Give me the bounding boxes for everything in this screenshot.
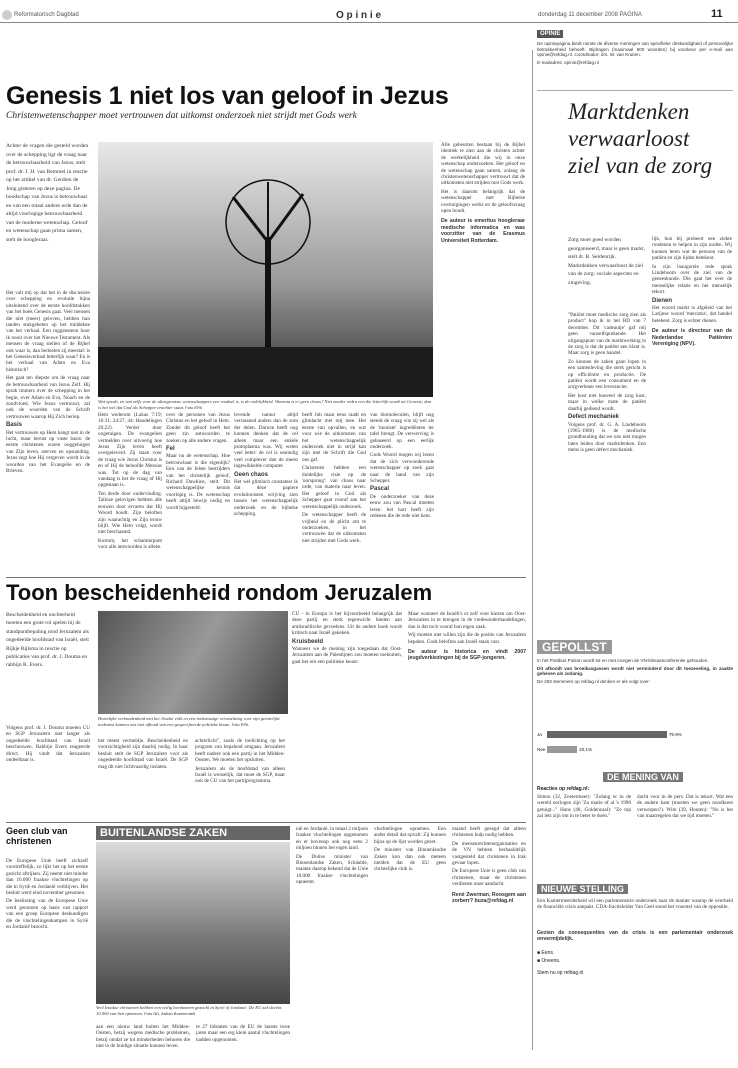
subhead: Basis [6,422,23,429]
article1-col5 [302,412,366,572]
body-text: In zijn inaugurele rede sprak Lindeboom over de ziel van de geneeskunde. Die gaat het over de menselijke relatie en het menselijk tekort. [652,263,732,296]
option-eens[interactable] [537,950,554,956]
body-text: Het is daarom belangrijk dat de wetenschapper met Bijbelse overtuigingen werkt en de geloofsvraag open houdt. [441,188,525,215]
article3-title-box [6,826,88,856]
intro-text: De opiniepagina biedt ruimte de diverse meningen van specifieke deskundigheid of persoonlijke betrokkenheid behoeft. Bijdragen (maximaal 900 woorden) bij voorkeur per e-mail aan opinie@refdag.nl. Coördinator: drs. W. van Kruiten. [537,41,733,57]
body-text: De onderzoeker van deze eeuw zou van Pascal moeten leren: het hart heeft zijn redenen die de rede niet kent. [370,493,434,520]
body-text: dacht voor in de pers. Dat is tekort. Wat een de andere kant (moeten we geen noodkreet verwerpen?). Wim (39, Houten): "Nu is het van maatregelen dat we tijd moeten." [637,794,733,820]
stelling-question [537,930,733,946]
article2-col3 [195,738,285,818]
poll-intro: In het Postbus Poison wordt tot en met morgen de VN-klimaatconferentie gehouden. [537,658,709,663]
caption-text: Wat opvalt, en wat zelfs voor de ultragrootste wetenschappers een raadsel is, is de ordelijkheid. Waarom is er geen chaos? Niet zonder reden een die letterlijk wordt uit Genesis; dan is het wel dat God als Schepper erachter staat. [98,399,432,410]
sidebar-lead [568,236,646,308]
article3-title: Geen club van christenen [6,826,68,846]
body-text: De wetenschapper heeft de vrijheid en de plicht om te onderzoeken, in het vertrouwen dat de uitkomsten niet strijden met Gods werk. [302,512,366,544]
article1-col1 [6,290,90,570]
subhead: Fel [166,446,175,453]
option-oneens[interactable] [537,958,560,964]
subhead: Geen chaos [234,471,269,478]
photo-credit: Foto EPA [185,404,203,410]
option-label: Oneens. [541,958,561,964]
body-text: Maar nu de wetenschap. Hoe betrouwbaar is die eigenlijk? Een van de felste bestrijders van het christelijk geloof, Richard Dawkins, stelt: Dit wetenschappelijke kennis voorlopig is. De wetenschap heeft altijd bewijs nodig en wordt bijgesteld. [166,453,230,511]
body-text: het meest vermeldje. Bescheidenheid en voorzichtigheid zijn daarbij nodig. In haar besluit stelt de SGP Jeruzalem voor als ongedeelde hoofdstad van Israël. De SGP mag dit niet lichtvaardig loslaten. [98,738,188,770]
body-text: Christenen hebben een duidelijke visie op de 'oorsprong': van chaos naar orde, van materie naar leven. Het geloof in God als Schepper gaat vooraf aan het wetenschappelijk onderzoek. [302,465,366,510]
author-note: De auteur is historica en vindt 2007 jeugdverkiezingen bij de SGP-jongeren. [408,649,526,662]
body-text: Het wel glimlach constateer ik dat deze papiere evolutionisten wrijving zien tussen het wetenschappelijk onderzoek en de bijbelse schepping. [234,479,298,518]
body-text: CU - in Europa is het bijvoorbeeld belangrijk dat deze partij en sterk tegenwicht bieden aan antiisraëlische gevoelens. Uit de andere hoek wordt kritisch naar Israël gekeken. [292,611,402,637]
body-text: Wanneer we de mening zijn toegedaan dat Oost-Jeruzalem aan de Palestijnen zou moeten toekomen, gaat het om een politieke keuze. [292,646,402,665]
vote-link[interactable]: Stem nu op refdag.nl [537,970,584,976]
section-rule [6,577,526,578]
tree-photo [98,142,433,397]
article1-col6 [370,412,434,572]
poll-yes-bar [547,731,667,738]
photo-caption [98,399,433,410]
option-label: Eens. [541,950,555,956]
issue-date: donderdag 11 december 2008 PAGINA [538,12,642,18]
body-text: Het valt mij op dat het in de discussies over schepping en evolutie bijna uitsluitend over de eerste hoofdstukken van het boek Genesis gaat. Veel mensen die niet (meer) geloven, hebben hun tanden stukgebeten op het middelste van het verhaal. Een ruggensteun hoor ik nooit over het Nieuwe Testament. Als mensen de vraag stellen of de Bijbel ook waar is, dan bedoelen zij meestal: is het Genesisverhaal letterlijk waar? En is het verhaal van Adam en Eva historisch? [6,290,90,373]
body-text: van biomoleculen, blijft nog steeds de vraag wie zij wel als de 'mooiste' ingrediënten ter tafel brengt. De verwerving is gebaseerd op een eerlijk onderzoek. [370,412,434,451]
caption-text: Veel Iraakse christenen hebben een veilig heenkomen gezocht in Syrië of Jordanië. De EU zal slechts 10.000 van hen opnemen. [96,1005,282,1016]
body-text: "Patiënt moet medische zorg zien als product" kop ik in het RD van 7 december. Dit 'cadeautje' gaf mij geen vanzelfsprekende. Het uitgangspunt van de marktwerking in de zorg is dat de patiënt een klant is. Maar zorg is geen handel. [568,312,646,357]
body-text: De Europese Unie is geen club van christenen, maar de christenen verdienen onze aandacht. [452,868,526,888]
sidebar-col1 [568,312,646,632]
section-rule [6,822,526,823]
body-text: vluchtelingen opnemen. Een ander detail dat opvalt: Zij kunnen bijna op de lijst worden gezet. [374,826,446,845]
body-text: aan een nieuw land buiten het Midden-Oosten, hetzij wegens medische problemen, hetzij omdat ze tot minderheden behoren die niet in de huidige situatie kunnen leven. [96,1024,190,1050]
lead-text: Achter de vragen die gesteld worden over de schepping ligt de vraag naar de betrouwbaarheid van Jezus, stelt prof. dr. J. H. van Bemmel in reactie op het artikel van dr. Gerdien de Jong gisteren op deze pagina. De boodschap van Jezus is betrouwbaar en van een totaal andere orde dan de altijd voorlopige betrouwbaarheid van de moderne wetenschap. Geloof en wetenschap gaan prima samen, stelt de hoogleraar. [6,143,89,243]
poll-no-bar [547,746,577,753]
article3-col2 [96,1024,190,1064]
mening-tag: DE MENING VAN [603,772,683,782]
body-text: nië en Jordanië, in totaal 2 miljoen Iraakse vluchtelingen opgenomen en er bovenop ook nog eens 2 miljoen binnen het eigen land. [296,826,368,852]
article2-lead [6,611,90,721]
article2-title: Toon bescheidenheid rondom Jeruzalem [6,580,433,605]
christians-photo [96,842,290,1004]
body-text: De mensenrechtenorganisaties en de VN hebben herhaaldelijk vastgesteld dat christenen in Irak gevaar lopen. [452,840,526,867]
body-text: De beslissing van de Europese Unie werd genomen op basis van rapport van een groep Europese deskundigen die de vluchtelingenkampen in Syrië en Jordanië bezocht. [6,898,88,931]
article-subtitle: Christenwetenschapper moet vertrouwen dat uitkomst onderzoek niet strijdt met Gods werk [6,110,357,121]
body-text: levende natuur altijd verrassend anders dan de som der delen. Darwin heeft nog kunnen denken dat de cel alleen maar een enkele protoplasma was. Wij weten veel beter: de cel is oneindig veel complexer dan de meest ingewikkelde computer. [234,412,298,470]
body-text: te 27 lidstaten van de EU de laatste twee jaren maar een erg klein aantal vluchtelingen hadden opgenomen. [196,1024,290,1043]
header-rule [0,22,738,23]
body-text: De minister van Binnenlandse Zaken kon dan ook meteen melden dat de EU geen christelijke club is. [374,847,446,873]
poll-tag: GEPOLLST [537,640,612,654]
mening-col2 [637,794,733,874]
body-text: lijk, hun bij probeert een ziekte rondenen te helpen in zijn noden. Wij kunnen leren wat de persoon van de patiënt en zijn lijden betekent. [652,236,732,262]
body-text: Jeruzalem als de hoofdstad van alleen Israël is wenselijk, dat moet de SGP, maar ook de CU van het partijprogramma. [195,765,285,785]
article3-col3 [196,1024,290,1064]
body-text: maand heeft gezegd dat alleen christenen hulp nodig hebben. [452,826,526,839]
poll-no-value: 20,1% [579,747,593,752]
question-text: Gezien de consequenties van de crisis is een parlementair onderzoek onvermijdelijk. [537,930,733,943]
mening-source: Reacties op refdag.nl: [537,786,590,792]
body-text: Kortom, het schamierpunt voor alle antwoorden is alleen [98,537,162,551]
article1-col4 [234,412,298,572]
body-text: Het kost niet hoeveel de zorg kost, maar in welke mate de patiënt daarbij gediend wordt. [568,392,646,412]
subhead: Kruisbeeld [292,638,324,645]
column-divider [532,50,533,1050]
body-text: De Europese Unie heeft zichzelf voortreffelijk, zo lijkt het op het eerste gezicht aftrijken. Zij neemt niet minder dan 10.000 Iraakse vluchtelingen op die in Syrië en Jordanië verblijven. Het besluit werd eind november genomen. [6,858,88,897]
lead-text: Zorg moet goed worden georganiseerd, maar is geen markt, stelt dr. R. Seldenrijk. Marktdenken verwaarloost de ziel van de zorg: sociale aspecten en zingeving. [568,237,645,286]
article3-col1 [6,858,88,1063]
buitenland-tag: BUITENLANDSE ZAKEN [96,826,290,840]
stelling-tag: NIEUWE STELLING [537,884,628,894]
mening-col1 [537,794,631,874]
body-text: Wij moeten niet willen zijn die de positie van Jeruzalem bepalen. Gods beloften aan Israël staan vast. [408,632,526,645]
article2-col2 [98,738,188,818]
body-text: achterlicht", zoals de toelichting op het program van bepalend omgaan. Jeruzalem heeft nadere ook een partij in het Midden-Oosten. We moeten het opsluiten. [195,738,285,764]
subhead: Pascal [370,486,390,493]
article3-col4 [296,826,368,1063]
jerusalem-photo [98,611,288,714]
photo-credit: Foto ND, Adrian Boemendelf [144,1010,196,1016]
body-text: Ten derde door ondervinding. Talloze gelovigen hebben alle eeuwen door ervaren dat Hij Woord houdt. Zijn beloften zijn waarachtig en Zijn trouw blijft. Wie Hem volgt, wordt niet beschaamd. [98,490,162,536]
poll-question: Dit afkondt van broeikasgassen wordt niet verminderd door dit toezeveling, in zaakte geheven als zodanig. [537,665,733,677]
article2-col1 [6,725,90,817]
article1-col3 [166,412,230,572]
article3-col5 [374,826,446,1063]
photo-caption [96,1005,290,1016]
photo-credit: Foto EPA [231,721,249,727]
radio-icon[interactable]: ■ [537,950,541,956]
body-text: Volgens prof. dr. J. Douma moeten CU en SGP Jeruzalem niet langer als ongedeelde hoofdstad van Israël beschouwen. Rabbijn Evers reageerde direct. Hij vindt dat Jeruzalem ondeelbaar is. [6,725,90,764]
section-name: O p i n i e [336,10,382,21]
body-text: Een Kamermeerderheid wil een parlementaire onderzoek naar de manier waarop de overheid de financiële crisis aanpakt. CDA-fractieleider Van Geel stond het voorstel van de oppositie. [537,898,733,911]
body-text: Gods Woord mogen wij lezen dat de zich verwonderende wetenschapper op zoek gaat naar de hand van zijn Schepper. [370,452,434,485]
poll-no-label: Nee [537,747,546,752]
body-text: Volgens prof. dr. G. A. Lindeboom (1905-1986) is de medische grondhouding dat we ons niet mogen laten leiden door marktdenken. Een mens is geen defect mechaniek. [568,421,646,454]
lead-text: Bescheidenheid en nuchterheid moeten een grote rol spelen bij de standpuntbepaling rond Jeruzalem als ongedeelde hoofdstad van Israël, stelt Rijkje Bijlsma in reactie op publicaties van prof. dr. J. Douma en rabbijn R. Evers. [6,612,89,669]
article2-col4 [292,611,402,817]
poll-yes-value: 79,9% [668,732,682,737]
body-text: heeft Job maar eens raadt en glimlacht met mij mee. Het eerste van opvallen, en wat voor wie de uitkomsten van het wetenschappelijk onderzoek niet in strijd kan zijn met de Schrift die God ons gaf. [302,412,366,463]
body-text: Het woord markt is afgeleid van het Latijnse woord 'mercatus', dat handel betekent. Zorg is echter dienen. [652,305,732,324]
author-note: René Zwerman, Roosgem aan zorberr? buza@refdag.nl [452,891,526,905]
body-text: Het gaat ten diepste om de vraag naar de betrouwbaarheid van Jezus Zelf. Hij sprak immers over de schepping in het begin, over Adam en Eva, Noach en de zondvloed. Wie Jezus vertrouwt, zal ook de woorden van de Schrift vertrouwen waarop Hij Zich beriep. [6,375,90,420]
body-text: Alle gebeurten bestaan bij de Bijbel identiek te zien aan de christen achter de werkelijkheid die wij in onze wetenschap onderzoeken. Het geloof en de wetenschap gaan samen, zolang de christenwetenschapper vertrouwt dat de uitkomsten niet strijden met Gods werk. [441,142,525,187]
subhead: Dienen [652,297,673,304]
sidebar-title: Marktdenken verwaarloost ziel van de zorg [568,99,713,178]
radio-icon[interactable]: ■ [537,958,541,964]
body-text: over de personen van Jezus Christus en het geloof in Hem. Zonder dit geloof heeft het geen zin antwoorden te zoeken op alle andere vragen. [166,412,230,444]
article1-col7 [441,142,525,567]
email-text: E-mailadres: opinie@refdag.nl [537,59,599,65]
body-text: Maar wanneer de Israëli's er zelf voor kiezen om Oost-Jeruzalem in te brengen in de vredesonderhandelingen, dan is dat toch vooral hun eigen zaak. [408,611,526,630]
subhead: Defect mechaniek [568,414,620,421]
body-text: De Duitse minister van Binnenlandse Zaken, Schäuble, maakte daarop bekend dat de Unie 10.000 Iraakse vluchtelingen opneemt. [296,853,368,886]
photo-caption [98,716,288,727]
poll-yes-label: Ja [537,732,542,737]
article-title: Genesis 1 niet los van geloof in Jezus [6,82,449,110]
poll-subtitle: De 293 stemmers op refdag.nl denken er als volgt over: [537,678,651,684]
author-note: De auteur is emeritus hoogleraar medische informatica en was voorzitter van de Erasmus Universiteit Rotterdam. [441,218,525,244]
article2-col5 [408,611,526,817]
article3-col6 [452,826,526,1063]
newspaper-logo-icon [2,10,12,20]
opinie-tag: OPINIE [537,30,563,38]
opinie-intro [537,41,733,91]
article-lead [6,142,90,282]
author-note: De auteur is directeur van de Nederlandse Patiënten Vereniging (NPV). [652,328,732,348]
article1-col2 [98,412,162,572]
stelling-text [537,898,733,928]
tree-icon [98,142,433,397]
body-text: Hem wederom (Lukas 7:19; 16:31; 24:27, 44; Handelingen 26:22). Verder door oogetuigen. De evangelien vermelden over uitvoerig hoe Jezus Zijn leven heeft overgeleverd. Zij staan voor de vraag wie Jezus Christus is en of Hij de beloofde Messias was. Tot op de dag van vandaag is het de vraag of Hij opgestaan is. [98,412,162,489]
sidebar-col2 [652,236,732,632]
body-text: Zo kunnen de zaken gaan lopen in een samenleving die sterk gericht is op efficiëntie en productie. De patiënt wordt een consument en de zorgverlener een leverancier. [568,358,646,391]
paper-name: Reformatorisch Dagblad [14,12,79,18]
body-text: Het vertrouwen op Hem hangt niet in de lucht, maar berust op vaste basis: de eerste christenen waren ooggetuigen van Zijn leven, sterven en opstanding. Jezus zegt hoe Hij vergeven wordt in de woorden van het Evangelie en de Brieven. [6,429,90,474]
page-number: 11 [711,8,723,20]
caption-text: Hartelijke verbondenheid met het Joodse volk en een toekomstige verwachting voor zijn geestelijke toekomst kunnen ons niet afhoud van een gespecifieerde politieke keuze. [98,716,281,727]
body-text: Simon (32, Zoetermeer): "Zolang er in de wereld oorlogen zijn 'Zo marie of al 's 1998 getuigt..." Hans (48, Goldenzaal): "Ze top zal iets zijn om in te beter te doen." [537,794,631,820]
